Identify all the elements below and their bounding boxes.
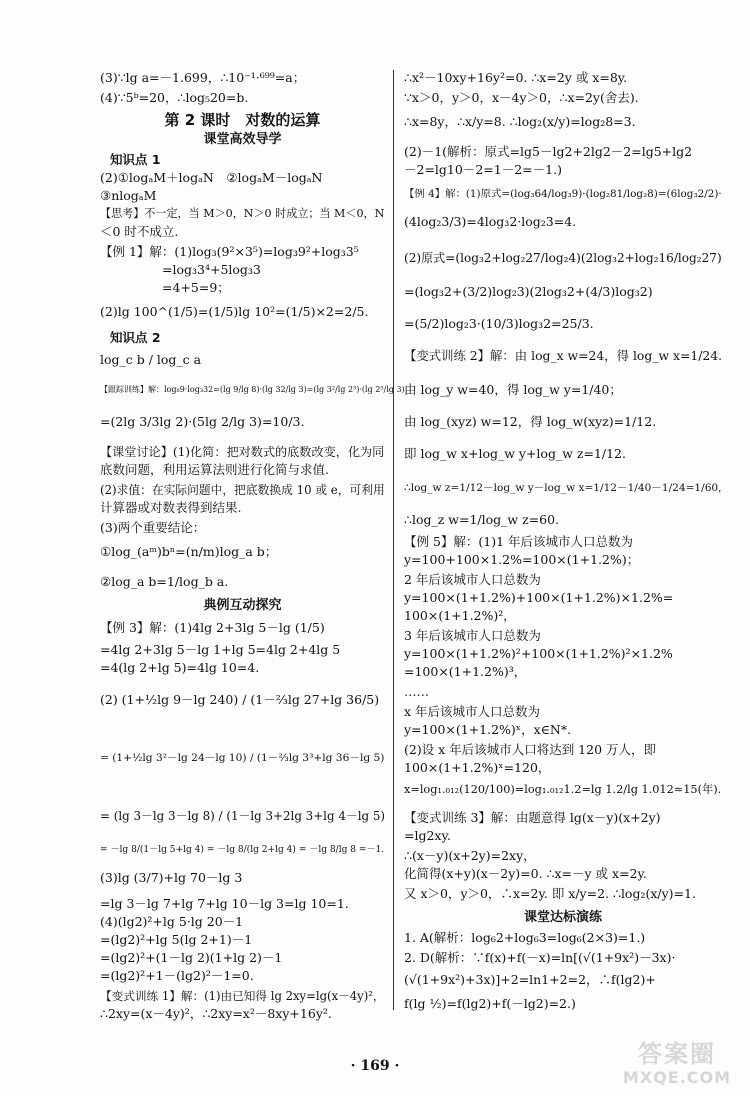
section-subtitle: 课堂达标演练 bbox=[523, 910, 602, 925]
section-title: 第 2 课时 对数的运算 bbox=[164, 111, 321, 129]
right-line: f(lg ½)=f(lg2)+f(－lg2)=2.) bbox=[404, 996, 576, 1011]
left-line: = (1+½lg 3²－lg 24－lg 10) / (1－⅔lg 3³+lg 36－lg 5) bbox=[100, 751, 385, 764]
section-subtitle: 课堂高效导学 bbox=[203, 132, 282, 147]
left-line: (3)∵lg a=－1.699，∴10⁻¹·⁶⁹⁹=a； bbox=[100, 70, 306, 85]
right-line: 化简得(x+y)(x－2y)=0. ∴x=－y 或 x=2y. bbox=[404, 866, 647, 881]
right-line: 100×(1+1.2%)ˣ=120， bbox=[404, 760, 551, 775]
left-line: 底数问题，利用运算法则进行化简与求值. bbox=[100, 462, 329, 477]
column-divider bbox=[393, 70, 394, 1010]
right-line: =100×(1+1.2%)³， bbox=[404, 664, 527, 679]
left-line: 【思考】不一定，当 M＞0，N＞0 时成立；当 M＜0，N bbox=[100, 207, 385, 220]
left-line: (3)两个重要结论： bbox=[100, 520, 206, 535]
right-line: 1. A(解析：log₆2+log₆3=log₆(2×3)=1.) bbox=[404, 930, 646, 945]
right-line: ∴log_z w=1/log_w z=60. bbox=[404, 512, 560, 527]
right-line: 即 log_w x+log_w y+log_w z=1/12. bbox=[404, 446, 626, 461]
left-line: =log₃3⁴+5log₃3 bbox=[162, 262, 261, 277]
left-line: ①log_(aᵐ)bⁿ=(n/m)log_a b； bbox=[100, 544, 278, 559]
left-line: =lg 3－lg 7+lg 7+lg 10－lg 3=lg 10=1. bbox=[100, 896, 349, 911]
right-line: 【变式训练 3】解：由题意得 lg(x－y)(x+2y) bbox=[404, 810, 661, 825]
left-line: log_c b / log_c a bbox=[100, 352, 202, 367]
right-line: y=100×(1+1.2%)ˣ，x∈N*. bbox=[404, 722, 572, 737]
left-line: = (lg 3－lg 3－lg 8) / (1－lg 3+2lg 3+lg 4－lg 5) bbox=[100, 809, 386, 823]
watermark-url: MXQE.COM bbox=[622, 1068, 732, 1087]
left-line: (2)①logₐM＋logₐN ②logₐM－logₐN bbox=[100, 170, 323, 185]
left-line: (2)lg 100^(1/5)=(1/5)lg 10²=(1/5)×2=2/5. bbox=[100, 304, 369, 319]
left-line: (2) (1+½lg 9－lg 240) / (1－⅔lg 27+lg 36/5) bbox=[100, 692, 380, 707]
right-line: 2. D(解析：∵f(x)+f(－x)=ln[(√(1+9x²)－3x)· bbox=[404, 950, 676, 965]
right-line: ∴(x－y)(x+2y)=2xy， bbox=[404, 848, 536, 863]
right-line: (2)设 x 年后该城市人口将达到 120 万人，即 bbox=[404, 742, 657, 757]
left-line: 【课堂讨论】(1)化简：把对数式的底数改变，化为同 bbox=[100, 445, 385, 459]
right-line: (2)－1(解析：原式=lg5－lg2+2lg2－2=lg5+lg2 bbox=[404, 144, 693, 159]
right-line: =lg2xy. bbox=[404, 828, 451, 843]
right-line: 【例 5】解：(1)1 年后该城市人口总数为 bbox=[404, 534, 634, 549]
left-line: = －lg 8/(1－lg 5+lg 4) = －lg 8/(lg 2+lg 4) = －lg 8/lg 8 =－1. bbox=[100, 845, 385, 855]
right-line: y=100+100×1.2%=100×(1+1.2%)； bbox=[404, 552, 640, 567]
left-line: =(lg2)²+1－(lg2)²－1=0. bbox=[100, 968, 254, 983]
right-line: －2=lg10－2=1－2=－1.) bbox=[404, 162, 562, 177]
left-line: (3)lg (3/7)+lg 70－lg 3 bbox=[100, 870, 243, 885]
right-line: 【变式训练 2】解：由 log_x w=24，得 log_w x=1/24. bbox=[404, 349, 723, 363]
left-line: 【跟踪训练】解：log₈9·log₃32=(lg 9/lg 8)·(lg 32/lg 3)=(lg 3²/lg 2³)·(lg 2⁵/lg 3) bbox=[100, 385, 405, 394]
right-line: ∴x²－10xy+16y²=0. ∴x=2y 或 x=8y. bbox=[404, 70, 628, 85]
left-line: (4)(lg2)²+lg 5·lg 20－1 bbox=[100, 914, 244, 929]
right-line: ∵x＞0，y＞0，x－4y＞0，∴x=2y(舍去). bbox=[404, 90, 639, 105]
knowledge-point-heading: 知识点 1 bbox=[110, 152, 161, 167]
right-line: (√(1+9x²)+3x)]+2=ln1+2=2，∴f(lg2)+ bbox=[404, 972, 656, 987]
right-line: 又 x＞0，y＞0，∴x=2y. 即 x/y=2. ∴log₂(x/y)=1. bbox=[404, 886, 696, 901]
left-line: 【变式训练 1】解：(1)由已知得 lg 2xy=lg(x－4y)²， bbox=[100, 989, 385, 1003]
left-line: ＜0 时不成立. bbox=[100, 224, 179, 239]
watermark-logo bbox=[612, 1040, 742, 1092]
left-line: =(lg2)²+(1－lg 2)(1+lg 2)－1 bbox=[100, 950, 283, 965]
right-line: 3 年后该城市人口总数为 bbox=[404, 628, 541, 643]
left-line: =(lg2)²+lg 5(lg 2+1)－1 bbox=[100, 932, 253, 947]
left-line: (2)求值：在实际问题中，把底数换成 10 或 e，可利用 bbox=[100, 483, 385, 497]
left-line: ∴2xy=(x－4y)²，∴2xy=x²－8xy+16y². bbox=[100, 1006, 332, 1021]
right-line: 2 年后该城市人口总数为 bbox=[404, 572, 541, 587]
right-line: 【例 4】解：(1)原式=(log₃64/log₃9)·(log₂81/log₂8)=(6log₃2/2)· bbox=[404, 188, 722, 200]
left-line: (4)∵5ᵇ=20，∴log₅20=b. bbox=[100, 90, 249, 105]
right-line: 100×(1+1.2%)²， bbox=[404, 608, 516, 623]
right-line: (2)原式=(log₃2+log₂27/log₂4)(2log₃2+log₂16/log₂27) bbox=[404, 251, 722, 265]
right-line: y=100×(1+1.2%)+100×(1+1.2%)×1.2%= bbox=[404, 590, 674, 605]
right-line: ∴x=8y，∴x/y=8. ∴log₂(x/y)=log₂8=3. bbox=[404, 114, 636, 129]
right-line: =(log₃2+(3/2)log₂3)(2log₃2+(4/3)log₃2) bbox=[404, 284, 653, 299]
left-line: 【例 1】解：(1)log₃(9²×3⁵)=log₃9²+log₃3⁵ bbox=[100, 244, 359, 259]
right-line: (4log₂3/3)=4log₃2·log₂3=4. bbox=[404, 214, 577, 229]
left-line: =(2lg 3/3lg 2)·(5lg 2/lg 3)=10/3. bbox=[100, 414, 305, 429]
right-line: …… bbox=[404, 684, 429, 699]
left-line: =4lg 2+3lg 5－lg 1+lg 5=4lg 2+4lg 5 bbox=[100, 642, 341, 657]
right-line: ∴log_w z=1/12－log_w y－log_w x=1/12－1/40－1/24=1/60, bbox=[404, 482, 722, 494]
knowledge-point-heading: 知识点 2 bbox=[110, 330, 161, 345]
left-line: =4+5=9； bbox=[162, 280, 230, 295]
page-number: · 169 · bbox=[350, 1058, 400, 1074]
right-line: x 年后该城市人口总数为 bbox=[404, 704, 541, 719]
left-line: 【例 3】解：(1)4lg 2+3lg 5－lg (1/5) bbox=[100, 620, 325, 635]
left-line: 计算器或对数表得到结果. bbox=[100, 500, 242, 515]
section-subtitle: 典例互动探究 bbox=[203, 598, 282, 613]
right-line: =(5/2)log₂3·(10/3)log₃2=25/3. bbox=[404, 316, 594, 331]
left-line: =4(lg 2+lg 5)=4lg 10=4. bbox=[100, 660, 260, 675]
left-line: ②log_a b=1/log_b a. bbox=[100, 574, 229, 589]
watermark-logo-text: 答案圈 bbox=[638, 1040, 716, 1068]
right-line: 由 log_(xyz) w=12，得 log_w(xyz)=1/12. bbox=[404, 414, 657, 429]
left-line: ③nlogₐM bbox=[100, 188, 157, 203]
right-line: y=100×(1+1.2%)²+100×(1+1.2%)²×1.2% bbox=[404, 646, 673, 661]
right-line: x=log₁.₀₁₂(120/100)=log₁.₀₁₂1.2=lg 1.2/lg 1.012≈15(年). bbox=[404, 783, 722, 796]
right-line: 由 log_y w=40，得 log_w y=1/40； bbox=[404, 382, 622, 397]
